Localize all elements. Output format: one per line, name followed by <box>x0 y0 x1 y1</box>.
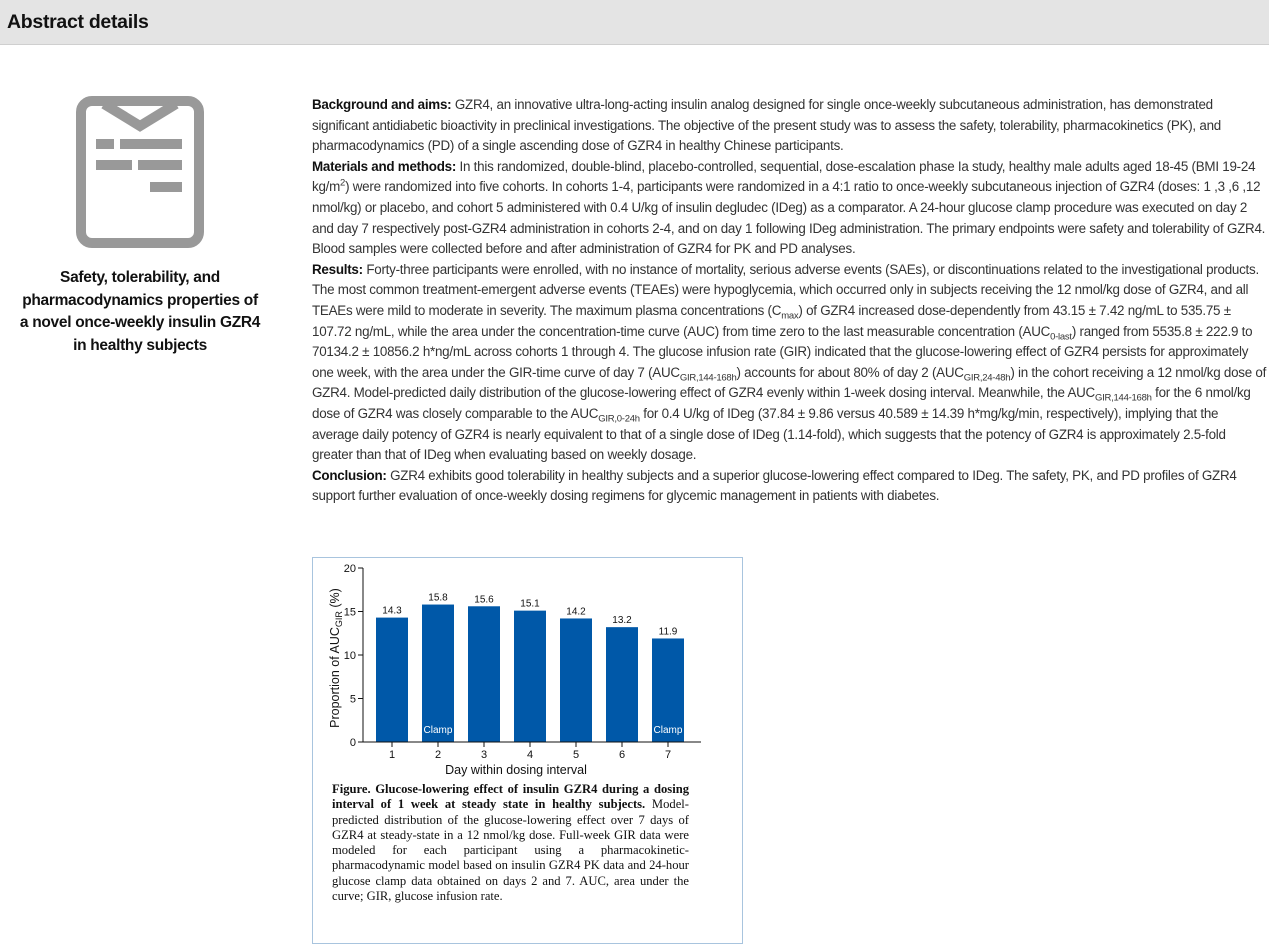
methods-text: In this randomized, double-blind, placebo-controlled, sequential, dose-escalation phase Ia study, healthy male adults aged 18-45 (BMI 19-24 kg/m <box>312 158 1256 195</box>
bar <box>376 618 408 742</box>
methods-heading: Materials and methods: <box>312 158 457 174</box>
x-tick-label: 3 <box>480 749 488 761</box>
header-bar <box>0 0 1269 45</box>
x-tick-label: 4 <box>526 749 534 761</box>
x-tick-label: 5 <box>572 749 580 761</box>
abstract-body <box>312 95 1268 507</box>
subscript: max <box>781 310 799 322</box>
methods-section <box>312 157 1268 260</box>
bars <box>376 593 684 742</box>
conclusion-heading: Conclusion: <box>312 467 387 483</box>
abstract-title: Safety, tolerability, and pharmacodynamics properties of a novel once-weekly insulin GZR4 in healthy subjects <box>19 269 261 354</box>
x-axis <box>363 742 701 761</box>
x-tick-label: 2 <box>434 749 442 761</box>
results-text: Forty-three participants were enrolled, with no instance of mortality, serious adverse events (SAEs), or discontinuations related to the investigational products. The most common treatment-emergent adverse events (TEAEs) were hypoglycemia, which occurred only in subjects receiving the 12 nmol/kg dose of GZR4, and all TEAEs were mild to moderate in severity. The maximum plasma concentrations (C <box>312 261 1259 318</box>
bar-value-label: 13.2 <box>612 615 632 627</box>
bar-value-label: 14.3 <box>382 605 402 617</box>
background-text: GZR4, an innovative ultra-long-acting insulin analog designed for single once-weekly subcutaneous administration, has demonstrated significant antidiabetic bioactivity in preclinical investigations. The objective of the present study was to assess the safety, tolerability, pharmacokinetics (PK), and pharmacodynamics (PD) of a single ascending dose of GZR4 in healthy Chinese participants. <box>312 97 1221 154</box>
results-heading: Results: <box>312 261 363 277</box>
bar-annotation: Clamp <box>653 725 683 736</box>
superscript: 2 <box>340 177 346 189</box>
subscript: GIR,144-168h <box>679 372 737 384</box>
bar <box>514 611 546 742</box>
conclusion-section <box>312 466 1268 507</box>
conclusion-text: GZR4 exhibits good tolerability in healthy subjects and a superior glucose-lowering effect compared to IDeg. The safety, PK, and PD profiles of GZR4 support further evaluation of once-weekly dosing regimens for glycemic management in patients with diabetes. <box>312 467 1237 504</box>
subscript: GIR,24-48h <box>963 372 1011 384</box>
bar-value-label: 15.6 <box>474 594 494 606</box>
results-section <box>312 260 1268 466</box>
y-tick-label: 10 <box>343 650 356 662</box>
background-section <box>312 95 1268 157</box>
y-tick-label: 15 <box>343 606 356 619</box>
x-tick-label: 7 <box>664 749 672 761</box>
x-axis-label: Day within dosing interval <box>445 763 587 777</box>
subscript: GIR,0-24h <box>598 413 640 425</box>
bar-value-label: 15.1 <box>520 598 540 610</box>
bar <box>468 606 500 742</box>
y-axis-label: Proportion of $AUC_{GIR}$ (%) <box>328 588 344 728</box>
background-heading: Background and aims: <box>312 97 452 112</box>
results-text: ) of GZR4 increased dose-dependently from 43.15 ± 7.42 ng/mL to 535.75 ± 107.72 ng/mL, while the area under the concentration-time curve (AUC) from time zero to the last measurable concentration (AUC <box>312 302 1231 339</box>
page-title: Abstract details <box>7 11 149 33</box>
y-axis <box>344 563 363 749</box>
caption-title: Figure. Glucose-lowering effect of insulin GZR4 during a dosing interval of 1 week at steady state in healthy subjects. <box>332 782 689 812</box>
methods-text: ) were randomized into five cohorts. In cohorts 1-4, participants were randomized in a 4:1 ratio to once-weekly subcutaneous injection of GZR4 (doses: 1 ,3 ,6 ,12 nmol/kg) or placebo, and cohort 5 administered with 0.4 U/kg of insulin degludec (IDeg) as a comparator. A 24-hour glucose clamp procedure was executed on day 2 and day 7 respectively post-GZR4 administration in cohorts 2-4, and on day 1 following IDeg administration. The primary endpoints were safety and tolerability of GZR4. Blood samples were collected before and after administration of GZR4 for PK and PD analyses. <box>312 179 1266 257</box>
figure-caption <box>332 782 689 904</box>
subscript: 0-last <box>1050 331 1072 343</box>
bar <box>560 618 592 742</box>
x-tick-label: 1 <box>388 749 396 761</box>
results-text: ) ranged from 5535.8 ± 222.9 to 70134.2 ± 10856.2 h*ng/mL across cohorts 1 through 4. The glucose infusion rate (GIR) indicated that the glucose-lowering effect of GZR4 persists for approximately one week, with the area under the GIR-time curve of day 7 (AUC <box>312 323 1253 380</box>
subscript: GIR,144-168h <box>1094 392 1152 404</box>
results-text: ) in the cohort receiving a 12 nmol/kg dose of GZR4. Model-predicted daily distribution of the glucose-lowering effect of GZR4 evenly within 1-week dosing interval. Meanwhile, the AUC <box>312 364 1267 401</box>
bar-value-label: 15.8 <box>428 592 448 604</box>
y-tick-label: 20 <box>343 563 356 575</box>
y-tick-label: 5 <box>349 693 356 706</box>
y-tick-label: 0 <box>349 737 356 749</box>
results-text: ) accounts for about 80% of day 2 (AUC <box>736 364 964 380</box>
bar <box>606 627 638 742</box>
bar <box>422 605 454 742</box>
bar-annotation: Clamp <box>423 725 453 736</box>
bar-value-label: 11.9 <box>658 626 678 638</box>
bar-chart <box>313 558 742 780</box>
results-text: for the 6 nmol/kg dose of GZR4 was closely comparable to the AUC <box>312 385 1251 421</box>
caption-text: Model-predicted distribution of the glucose-lowering effect over 7 days of GZR4 at steady-state in a 12 nmol/kg dose. Full-week GIR data were modeled for each participant using a pharmacokinetic-pharmacodynamic model based on insulin GZR4 PK data and 24-hour glucose clamp data obtained on days 2 and 7. AUC, area under the curve; GIR, glucose infusion rate. <box>332 797 689 904</box>
bar-value-label: 14.2 <box>566 606 586 618</box>
figure-panel <box>312 557 743 944</box>
results-text: for 0.4 U/kg of IDeg (37.84 ± 9.86 versus 40.589 ± 14.39 h*mg/kg/min, respectively), implying that the average daily potency of GZR4 is nearly equivalent to that of a single dose of IDeg (1.14-fold), which suggests that the potency of GZR4 is approximately 2.5-fold greater than that of IDeg when evaluating based on weekly dosage. <box>312 405 1226 463</box>
x-tick-label: 6 <box>618 749 626 761</box>
document-icon <box>76 96 204 248</box>
